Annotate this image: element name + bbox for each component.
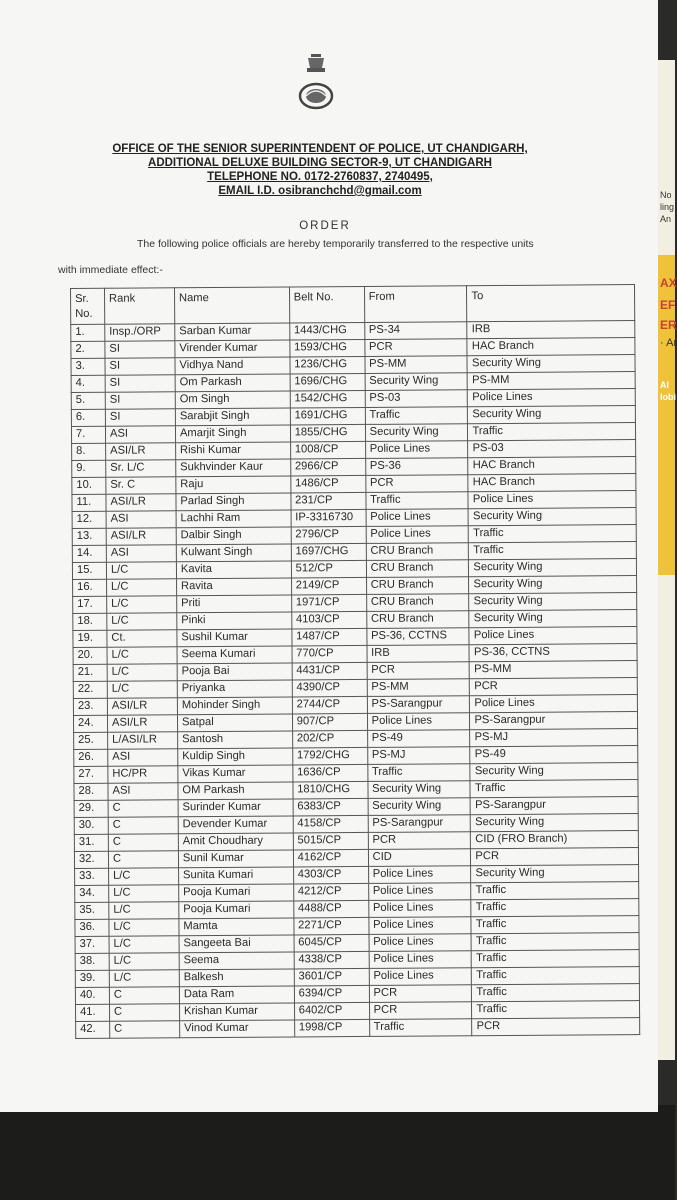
belt-no-cell: 4488/CP [293, 900, 368, 918]
sr-no-cell: 1. [71, 324, 105, 341]
sr-no-cell: 12. [72, 511, 106, 528]
rank-cell: C [108, 800, 178, 817]
table-header-row [71, 285, 635, 325]
to-cell: HAC Branch [468, 457, 636, 475]
sr-no-cell: 2. [71, 341, 105, 358]
to-cell: Security Wing [467, 355, 635, 373]
name-cell: OM Parkash [178, 782, 293, 800]
sr-no-cell: 16. [73, 579, 107, 596]
column-header: To [467, 285, 635, 322]
sr-no-cell: 7. [71, 426, 105, 443]
office-header [60, 142, 580, 198]
from-cell: Police Lines [365, 441, 468, 459]
from-cell: Traffic [366, 492, 469, 510]
from-cell: Police Lines [366, 509, 469, 527]
sr-no-cell: 38. [75, 953, 109, 970]
rank-cell: C [110, 1021, 180, 1038]
rank-cell: L/C [109, 953, 179, 970]
name-cell: Pooja Kumari [179, 884, 294, 902]
belt-no-cell: 6402/CP [294, 1002, 369, 1020]
rank-cell: Ct. [107, 630, 177, 647]
to-cell: Traffic [471, 933, 639, 951]
to-cell: PS-03 [468, 440, 636, 458]
sr-no-cell: 33. [75, 868, 109, 885]
rank-cell: C [108, 834, 178, 851]
background-text: · Ar [660, 337, 677, 349]
from-cell: PCR [365, 475, 468, 493]
rank-cell: HC/PR [108, 766, 178, 783]
column-header: Belt No. [289, 286, 364, 323]
from-cell: Security Wing [368, 798, 471, 816]
sr-no-cell: 14. [72, 545, 106, 562]
state-emblem-icon [298, 52, 334, 114]
to-cell: Traffic [469, 542, 637, 560]
header-line: OFFICE OF THE SENIOR SUPERINTENDENT OF POLICE, UT CHANDIGARH, [112, 143, 528, 155]
rank-cell: Sr. L/C [106, 460, 176, 477]
name-cell: Raju [176, 476, 291, 494]
background-text: AX [660, 276, 677, 290]
rank-cell: ASI [106, 545, 176, 562]
name-cell: Sarban Kumar [175, 323, 290, 341]
from-cell: Police Lines [369, 951, 472, 969]
belt-no-cell: 1542/CHG [290, 390, 365, 408]
to-cell: PCR [471, 848, 639, 866]
name-cell: Lachhi Ram [176, 510, 291, 528]
to-cell: Security Wing [469, 576, 637, 594]
rank-cell: ASI/LR [107, 698, 177, 715]
from-cell: PS-MM [365, 356, 468, 374]
name-cell: Om Singh [175, 391, 290, 409]
belt-no-cell: 1691/CHG [290, 407, 365, 425]
name-cell: Sarabjit Singh [175, 408, 290, 426]
column-header: Rank [104, 288, 174, 324]
rank-cell: L/C [106, 579, 176, 596]
from-cell: Security Wing [365, 373, 468, 391]
to-cell: PS-MM [470, 661, 638, 679]
to-cell: Traffic [469, 525, 637, 543]
transfer-table [70, 284, 640, 1039]
name-cell: Ravita [176, 578, 291, 596]
to-cell: PS-MM [468, 372, 636, 390]
from-cell: Police Lines [369, 968, 472, 986]
to-cell: Traffic [472, 967, 640, 985]
sr-no-cell: 18. [73, 613, 107, 630]
belt-no-cell: 1998/CP [294, 1019, 369, 1037]
belt-no-cell: IP-3316730 [291, 509, 366, 527]
from-cell: PCR [368, 832, 471, 850]
belt-no-cell: 2796/CP [291, 526, 366, 544]
from-cell: Police Lines [369, 917, 472, 935]
from-cell: Security Wing [368, 781, 471, 799]
background-text: Al [660, 380, 669, 390]
background-text: ling [660, 202, 675, 212]
sr-no-cell: 24. [73, 715, 107, 732]
to-cell: Traffic [471, 916, 639, 934]
rank-cell: L/C [109, 868, 179, 885]
sr-no-cell: 37. [75, 936, 109, 953]
from-cell: PCR [364, 339, 467, 357]
header-line: EMAIL I.D. osibranchchd@gmail.com [218, 185, 422, 197]
to-cell: CID (FRO Branch) [471, 831, 639, 849]
from-cell: IRB [367, 645, 470, 663]
rank-cell: Sr. C [106, 477, 176, 494]
to-cell: PS-Sarangpur [470, 712, 638, 730]
belt-no-cell: 1636/CP [293, 764, 368, 782]
belt-no-cell: 1792/CHG [292, 747, 367, 765]
sr-no-cell: 8. [72, 443, 106, 460]
sr-no-cell: 5. [71, 392, 105, 409]
belt-no-cell: 1593/CHG [290, 339, 365, 357]
sr-no-cell: 13. [72, 528, 106, 545]
rank-cell: ASI/LR [106, 528, 176, 545]
sr-no-cell: 26. [74, 749, 108, 766]
belt-no-cell: 1008/CP [290, 441, 365, 459]
name-cell: Sunil Kumar [178, 850, 293, 868]
rank-cell: L/C [109, 919, 179, 936]
to-cell: Police Lines [470, 695, 638, 713]
belt-no-cell: 4303/CP [293, 866, 368, 884]
to-cell: IRB [467, 321, 635, 339]
name-cell: Amit Choudhary [178, 833, 293, 851]
sr-no-cell: 22. [73, 681, 107, 698]
from-cell: CRU Branch [366, 577, 469, 595]
rank-cell: ASI [108, 749, 178, 766]
name-cell: Mohinder Singh [177, 697, 292, 715]
name-cell: Pinki [177, 612, 292, 630]
sr-no-cell: 28. [74, 783, 108, 800]
to-cell: Traffic [471, 882, 639, 900]
rank-cell: ASI [108, 783, 178, 800]
belt-no-cell: 2966/CP [290, 458, 365, 476]
from-cell: Traffic [365, 407, 468, 425]
to-cell: Security Wing [469, 559, 637, 577]
belt-no-cell: 1486/CP [290, 475, 365, 493]
name-cell: Satpal [177, 714, 292, 732]
rank-cell: L/C [109, 885, 179, 902]
name-cell: Om Parkash [175, 374, 290, 392]
from-cell: Police Lines [368, 883, 471, 901]
sr-no-cell: 9. [72, 460, 106, 477]
sr-no-cell: 20. [73, 647, 107, 664]
sr-no-cell: 42. [76, 1021, 110, 1038]
from-cell: PCR [367, 662, 470, 680]
name-cell: Santosh [178, 731, 293, 749]
sr-no-cell: 15. [72, 562, 106, 579]
belt-no-cell: 4390/CP [292, 679, 367, 697]
rank-cell: SI [105, 392, 175, 409]
rank-cell: ASI [105, 426, 175, 443]
intro-text: with immediate effect:- [58, 264, 163, 276]
name-cell: Rishi Kumar [175, 442, 290, 460]
from-cell: CRU Branch [366, 543, 469, 561]
from-cell: PS-36, CCTNS [366, 628, 469, 646]
sr-no-cell: 31. [74, 834, 108, 851]
from-cell: Police Lines [367, 713, 470, 731]
rank-cell: SI [105, 409, 175, 426]
from-cell: CRU Branch [366, 594, 469, 612]
background-text: lobi [660, 392, 676, 402]
belt-no-cell: 2271/CP [294, 917, 369, 935]
sr-no-cell: 29. [74, 800, 108, 817]
rank-cell: C [108, 851, 178, 868]
name-cell: Kuldip Singh [178, 748, 293, 766]
from-cell: Security Wing [365, 424, 468, 442]
name-cell: Sukhvinder Kaur [176, 459, 291, 477]
name-cell: Seema [179, 952, 294, 970]
from-cell: Police Lines [369, 934, 472, 952]
rank-cell: L/C [107, 596, 177, 613]
name-cell: Vidhya Nand [175, 357, 290, 375]
to-cell: PS-Sarangpur [470, 797, 638, 815]
background-text: ER [660, 318, 677, 332]
sr-no-cell: 11. [72, 494, 106, 511]
belt-no-cell: 1236/CHG [290, 356, 365, 374]
belt-no-cell: 2149/CP [291, 577, 366, 595]
rank-cell: C [109, 987, 179, 1004]
sr-no-cell: 40. [75, 987, 109, 1004]
background-text: An [660, 214, 672, 224]
rank-cell: L/C [107, 613, 177, 630]
column-header: Sr. No. [71, 288, 105, 324]
belt-no-cell: 1443/CHG [289, 322, 364, 340]
from-cell: CID [368, 849, 471, 867]
name-cell: Balkesh [179, 969, 294, 987]
from-cell: PS-49 [367, 730, 470, 748]
name-cell: Dalbir Singh [176, 527, 291, 545]
to-cell: Traffic [468, 423, 636, 441]
sr-no-cell: 35. [75, 902, 109, 919]
belt-no-cell: 4103/CP [291, 611, 366, 629]
sr-no-cell: 4. [71, 375, 105, 392]
belt-no-cell: 2744/CP [292, 696, 367, 714]
from-cell: PS-34 [364, 322, 467, 340]
from-cell: CRU Branch [366, 560, 469, 578]
table-body [71, 321, 640, 1039]
name-cell: Sunita Kumari [178, 867, 293, 885]
rank-cell: L/C [109, 936, 179, 953]
rank-cell: ASI/LR [107, 715, 177, 732]
background-text: No [660, 190, 672, 200]
to-cell: Security Wing [471, 865, 639, 883]
to-cell: Traffic [472, 1001, 640, 1019]
rank-cell: L/C [109, 902, 179, 919]
to-cell: PS-MJ [470, 729, 638, 747]
order-title: ORDER [299, 220, 351, 232]
belt-no-cell: 1855/CHG [290, 424, 365, 442]
belt-no-cell: 4338/CP [294, 951, 369, 969]
name-cell: Krishan Kumar [179, 1003, 294, 1021]
sr-no-cell: 30. [74, 817, 108, 834]
rank-cell: Insp./ORP [105, 324, 175, 341]
belt-no-cell: 512/CP [291, 560, 366, 578]
belt-no-cell: 3601/CP [294, 968, 369, 986]
name-cell: Amarjit Singh [175, 425, 290, 443]
rank-cell: SI [105, 358, 175, 375]
from-cell: Police Lines [368, 866, 471, 884]
belt-no-cell: 4212/CP [293, 883, 368, 901]
rank-cell: L/C [109, 970, 179, 987]
sr-no-cell: 23. [73, 698, 107, 715]
from-cell: PCR [369, 1002, 472, 1020]
to-cell: Security Wing [468, 406, 636, 424]
intro-text: The following police officials are hereby temporarily transferred to the respective units [137, 238, 534, 250]
to-cell: Police Lines [469, 627, 637, 645]
name-cell: Vikas Kumar [178, 765, 293, 783]
from-cell: Police Lines [366, 526, 469, 544]
name-cell: Vinod Kumar [180, 1020, 295, 1038]
from-cell: PS-Sarangpur [368, 815, 471, 833]
sr-no-cell: 19. [73, 630, 107, 647]
from-cell: Traffic [369, 1019, 472, 1037]
name-cell: Kulwant Singh [176, 544, 291, 562]
sr-no-cell: 34. [75, 885, 109, 902]
to-cell: Traffic [470, 780, 638, 798]
name-cell: Data Ram [179, 986, 294, 1004]
background-text: EF [660, 298, 676, 312]
column-header: Name [174, 287, 289, 324]
belt-no-cell: 4158/CP [293, 815, 368, 833]
name-cell: Sangeeta Bai [179, 935, 294, 953]
sr-no-cell: 39. [75, 970, 109, 987]
belt-no-cell: 6045/CP [294, 934, 369, 952]
name-cell: Kavita [176, 561, 291, 579]
name-cell: Pooja Bai [177, 663, 292, 681]
name-cell: Mamta [179, 918, 294, 936]
name-cell: Priyanka [177, 680, 292, 698]
sr-no-cell: 17. [73, 596, 107, 613]
belt-no-cell: 1971/CP [291, 594, 366, 612]
belt-no-cell: 231/CP [291, 492, 366, 510]
to-cell: PS-36, CCTNS [469, 644, 637, 662]
belt-no-cell: 907/CP [292, 713, 367, 731]
to-cell: PCR [470, 678, 638, 696]
from-cell: Traffic [367, 764, 470, 782]
to-cell: PCR [472, 1018, 640, 1036]
to-cell: Security Wing [469, 610, 637, 628]
header-line: ADDITIONAL DELUXE BUILDING SECTOR-9, UT CHANDIGARH [148, 157, 492, 169]
rank-cell: SI [105, 341, 175, 358]
to-cell: Police Lines [468, 491, 636, 509]
name-cell: Parlad Singh [176, 493, 291, 511]
rank-cell: ASI/LR [106, 494, 176, 511]
column-header: From [364, 286, 467, 323]
sr-no-cell: 41. [76, 1004, 110, 1021]
rank-cell: L/C [107, 647, 177, 664]
rank-cell: C [108, 817, 178, 834]
sr-no-cell: 36. [75, 919, 109, 936]
belt-no-cell: 1697/CHG [291, 543, 366, 561]
from-cell: PS-MJ [367, 747, 470, 765]
to-cell: HAC Branch [468, 474, 636, 492]
to-cell: Security Wing [470, 763, 638, 781]
desk-background [0, 1105, 675, 1200]
from-cell: Police Lines [368, 900, 471, 918]
belt-no-cell: 202/CP [292, 730, 367, 748]
from-cell: PCR [369, 985, 472, 1003]
sr-no-cell: 10. [72, 477, 106, 494]
name-cell: Sushil Kumar [177, 629, 292, 647]
belt-no-cell: 1696/CHG [290, 373, 365, 391]
sr-no-cell: 27. [74, 766, 108, 783]
to-cell: Security Wing [471, 814, 639, 832]
name-cell: Devender Kumar [178, 816, 293, 834]
header-line: TELEPHONE NO. 0172-2760837, 2740495, [207, 171, 433, 183]
belt-no-cell: 5015/CP [293, 832, 368, 850]
belt-no-cell: 6383/CP [293, 798, 368, 816]
sr-no-cell: 25. [74, 732, 108, 749]
belt-no-cell: 770/CP [292, 645, 367, 663]
from-cell: PS-03 [365, 390, 468, 408]
to-cell: Traffic [471, 899, 639, 917]
rank-cell: L/C [106, 562, 176, 579]
to-cell: PS-49 [470, 746, 638, 764]
belt-no-cell: 1810/CHG [293, 781, 368, 799]
to-cell: Traffic [472, 984, 640, 1002]
to-cell: Police Lines [468, 389, 636, 407]
belt-no-cell: 6394/CP [294, 985, 369, 1003]
name-cell: Priti [177, 595, 292, 613]
to-cell: Security Wing [469, 593, 637, 611]
name-cell: Virender Kumar [175, 340, 290, 358]
rank-cell: L/ASI/LR [108, 732, 178, 749]
from-cell: CRU Branch [366, 611, 469, 629]
to-cell: Traffic [472, 950, 640, 968]
sr-no-cell: 21. [73, 664, 107, 681]
from-cell: PS-MM [367, 679, 470, 697]
transfer-table-wrapper [70, 284, 640, 1039]
rank-cell: L/C [107, 664, 177, 681]
sr-no-cell: 32. [74, 851, 108, 868]
from-cell: PS-36 [365, 458, 468, 476]
table-row [76, 1018, 640, 1039]
rank-cell: SI [105, 375, 175, 392]
to-cell: HAC Branch [467, 338, 635, 356]
rank-cell: C [109, 1004, 179, 1021]
belt-no-cell: 1487/CP [292, 628, 367, 646]
sr-no-cell: 3. [71, 358, 105, 375]
from-cell: PS-Sarangpur [367, 696, 470, 714]
to-cell: Security Wing [468, 508, 636, 526]
name-cell: Pooja Kumari [179, 901, 294, 919]
sr-no-cell: 6. [71, 409, 105, 426]
name-cell: Seema Kumari [177, 646, 292, 664]
belt-no-cell: 4431/CP [292, 662, 367, 680]
rank-cell: L/C [107, 681, 177, 698]
rank-cell: ASI [106, 511, 176, 528]
rank-cell: ASI/LR [106, 443, 176, 460]
belt-no-cell: 4162/CP [293, 849, 368, 867]
name-cell: Surinder Kumar [178, 799, 293, 817]
